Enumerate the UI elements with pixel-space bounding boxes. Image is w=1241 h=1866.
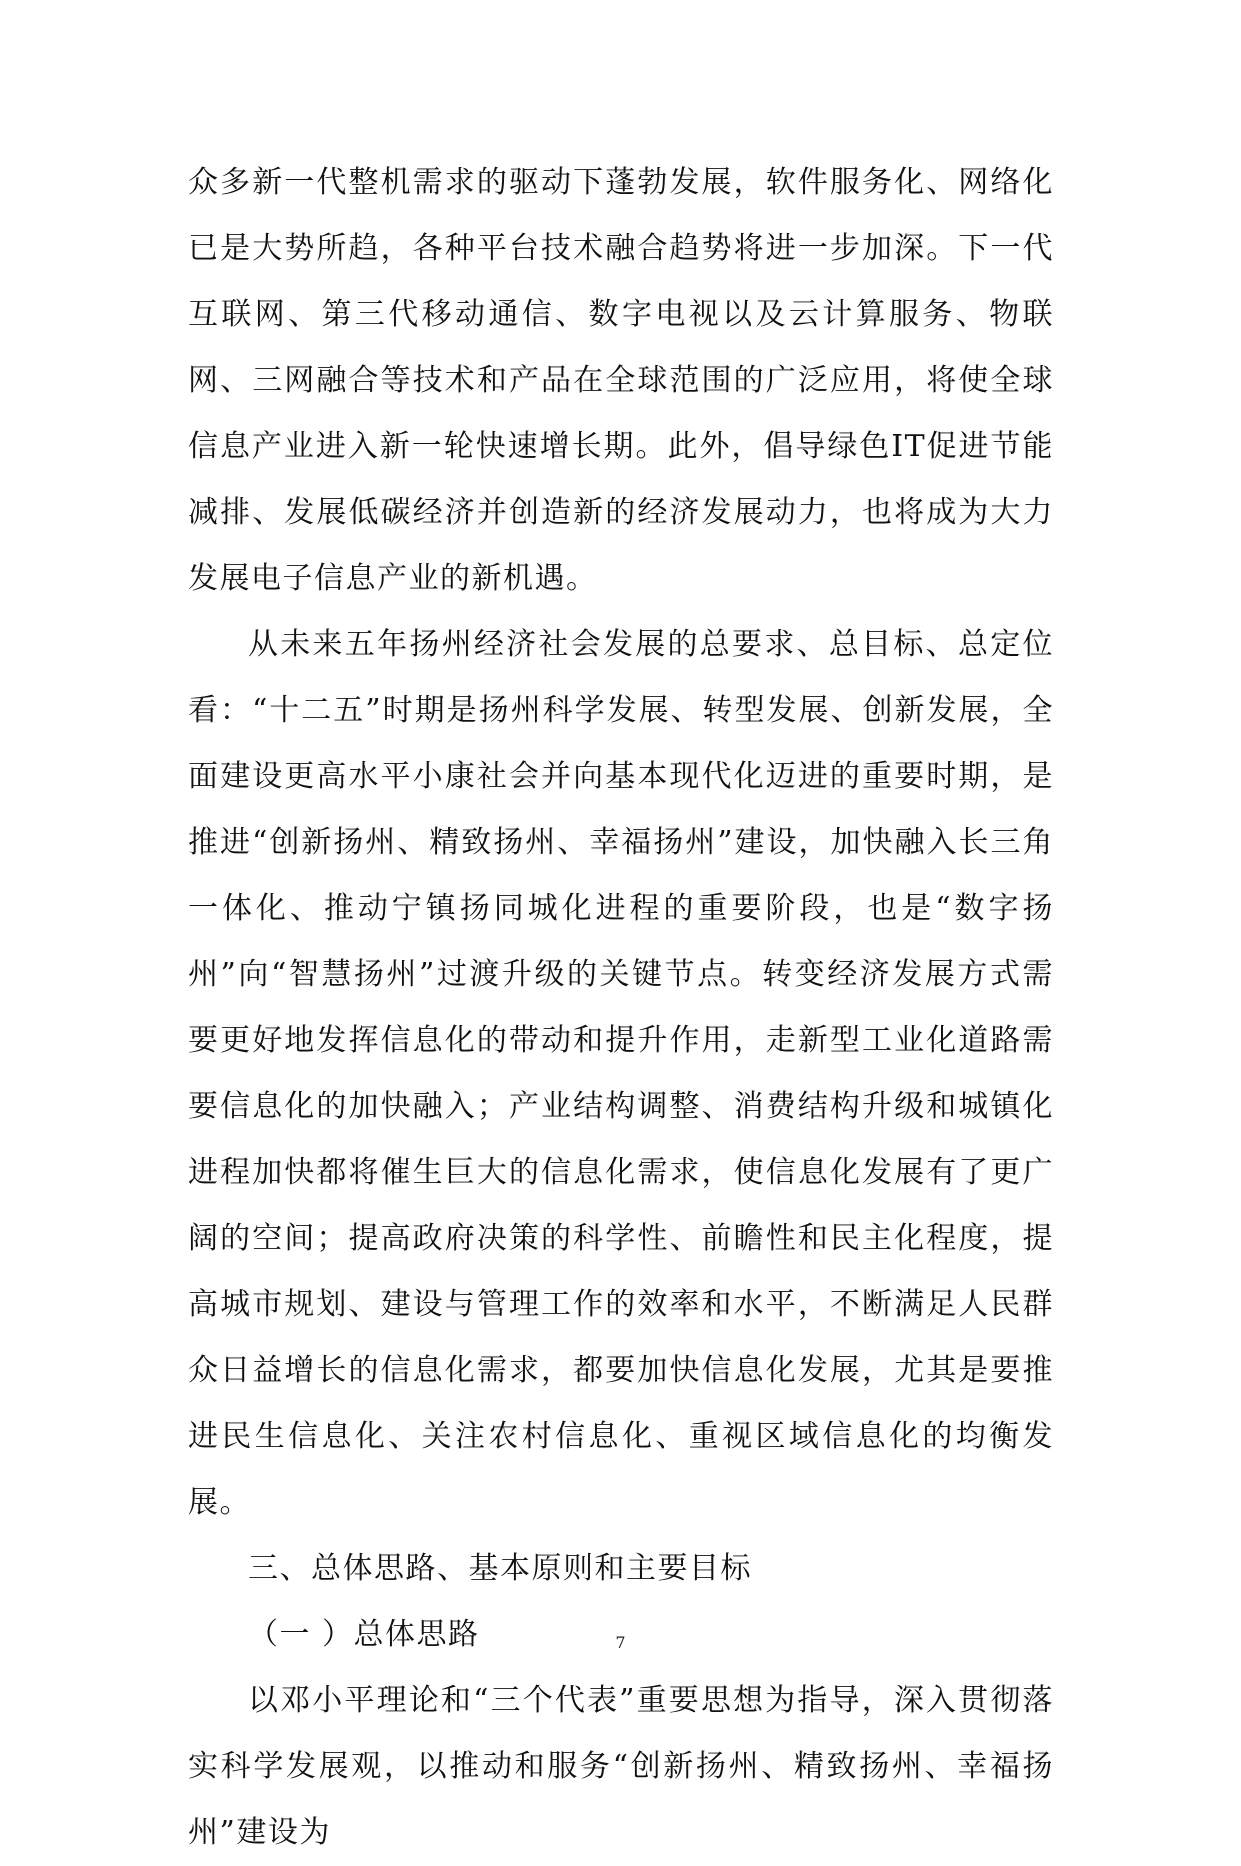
page-number: 7: [615, 1633, 626, 1652]
subsection-heading: （一 ）总体思路: [248, 1617, 480, 1652]
page-body: [188, 150, 1054, 1866]
paragraph-yangzhou-outlook: 从未来五年扬州经济社会发展的总要求、总目标、总定位看：“十二五”时期是扬州科学发展、转型发展、创新发展，全面建设更高水平小康社会并向基本现代化迈进的重要时期，是推进“创新扬州、精致扬州、幸福扬州”建设，加快融入长三角一体化、推动宁镇扬同城化进程的重要阶段，也是“数字扬州”向“智慧扬州”过渡升级的关键节点。转变经济发展方式需要更好地发挥信息化的带动和提升作用，走新型工业化道路需要信息化的加快融入；产业结构调整、消费结构升级和城镇化进程加快都将催生巨大的信息化需求，使信息化发展有了更广阔的空间；提高政府决策的科学性、前瞻性和民主化程度，提高城市规划、建设与管理工作的效率和水平，不断满足人民群众日益增长的信息化需求，都要加快信息化发展，尤其是要推进民生信息化、关注农村信息化、重视区域信息化的均衡发展。: [188, 627, 1054, 1520]
paragraph-guiding-thought: 以邓小平理论和“三个代表”重要思想为指导，深入贯彻落实科学发展观，以推动和服务“创新扬州、精致扬州、幸福扬州”建设为: [188, 1683, 1054, 1850]
section-heading: 三、总体思路、基本原则和主要目标: [248, 1551, 752, 1586]
paragraph-opportunities: 众多新一代整机需求的驱动下蓬勃发展，软件服务化、网络化已是大势所趋，各种平台技术融合趋势将进一步加深。下一代互联网、第三代移动通信、数字电视以及云计算服务、物联网、三网融合等技术和产品在全球范围的广泛应用，将使全球信息产业进入新一轮快速增长期。此外，倡导绿色IT促进节能减排、发展低碳经济并创造新的经济发展动力，也将成为大力发展电子信息产业的新机遇。: [188, 165, 1054, 596]
